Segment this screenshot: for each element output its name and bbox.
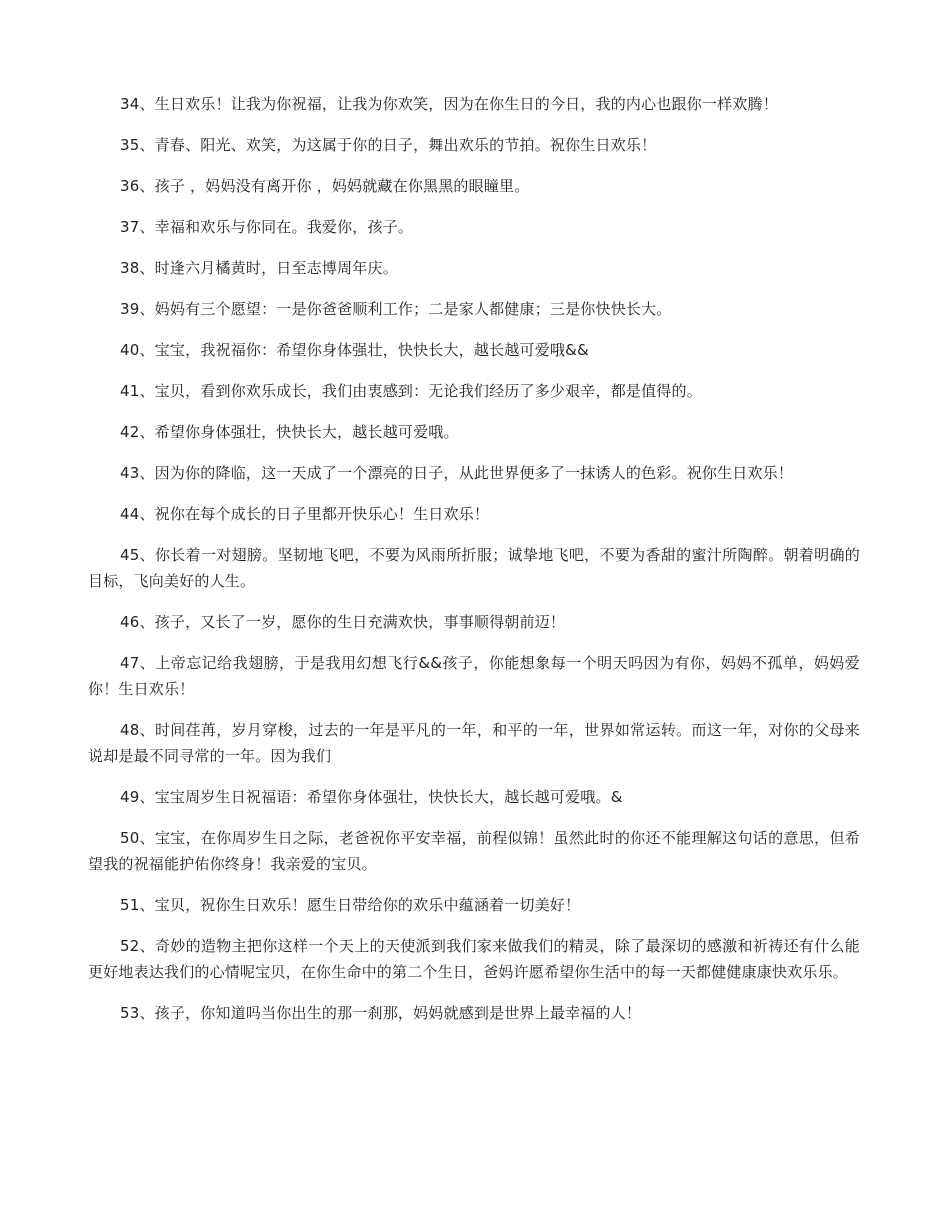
paragraph-37: 37、幸福和欢乐与你同在。我爱你，孩子。 [120, 218, 414, 236]
paragraph-39: 39、妈妈有三个愿望：一是你爸爸顺利工作；二是家人都健康；三是你快快长大。 [120, 300, 672, 318]
paragraph-44: 44、祝你在每个成长的日子里都开快乐心！生日欢乐！ [120, 505, 490, 523]
paragraph-53: 53、孩子，你知道吗当你出生的那一刹那，妈妈就感到是世界上最幸福的人！ [120, 1004, 642, 1022]
paragraph-46: 46、孩子，又长了一岁，愿你的生日充满欢快，事事顺得朝前迈！ [120, 613, 566, 631]
paragraph-34: 34、生日欢乐！让我为你祝福，让我为你欢笑，因为在你生日的今日，我的内心也跟你一样欢腾！ [120, 95, 778, 113]
paragraph-41: 41、宝贝，看到你欢乐成长，我们由衷感到：无论我们经历了多少艰辛，都是值得的。 [120, 382, 702, 400]
paragraph-40: 40、宝宝，我祝福你：希望你身体强壮，快快长大，越长越可爱哦&& [120, 341, 589, 359]
paragraph-51: 51、宝贝，祝你生日欢乐！愿生日带给你的欢乐中蕴涵着一切美好！ [120, 896, 581, 914]
paragraph-43: 43、因为你的降临，这一天成了一个漂亮的日子，从此世界便多了一抹诱人的色彩。祝你生日欢乐！ [120, 464, 794, 482]
paragraph-52: 52、奇妙的造物主把你这样一个天上的天使派到我们家来做我们的精灵，除了最深切的感激和祈祷还有什么能更好地表达我们的心情呢宝贝，在你生命中的第二个生日，爸妈许愿希望你生活中的每一天都健健康康快欢乐乐。 [88, 937, 860, 981]
document-body [88, 91, 860, 1041]
paragraph-42: 42、希望你身体强壮，快快长大，越长越可爱哦。 [120, 423, 459, 441]
paragraph-49: 49、宝宝周岁生日祝福语：希望你身体强壮，快快长大，越长越可爱哦。& [120, 788, 623, 806]
paragraph-36: 36、孩子 ，妈妈没有离开你 ，妈妈就藏在你黑黑的眼瞳里。 [120, 177, 530, 195]
paragraph-35: 35、青春、阳光、欢笑，为这属于你的日子，舞出欢乐的节拍。祝你生日欢乐！ [120, 136, 657, 154]
paragraph-38: 38、时逢六月橘黄时，日至志博周年庆。 [120, 259, 398, 277]
paragraph-47: 47、上帝忘记给我翅膀，于是我用幻想飞行&&孩子，你能想象每一个明天吗因为有你，妈妈不孤单，妈妈爱你！生日欢乐！ [88, 654, 860, 698]
paragraph-48: 48、时间荏苒，岁月穿梭，过去的一年是平凡的一年，和平的一年，世界如常运转。而这一年，对你的父母来说却是最不同寻常的一年。因为我们 [88, 721, 860, 765]
paragraph-45: 45、你长着一对翅膀。坚韧地飞吧，不要为风雨所折服；诚挚地飞吧，不要为香甜的蜜汁所陶醉。朝着明确的目标，飞向美好的人生。 [88, 546, 860, 590]
paragraph-50: 50、宝宝，在你周岁生日之际，老爸祝你平安幸福，前程似锦！虽然此时的你还不能理解这句话的意思，但希望我的祝福能护佑你终身！我亲爱的宝贝。 [88, 829, 860, 873]
